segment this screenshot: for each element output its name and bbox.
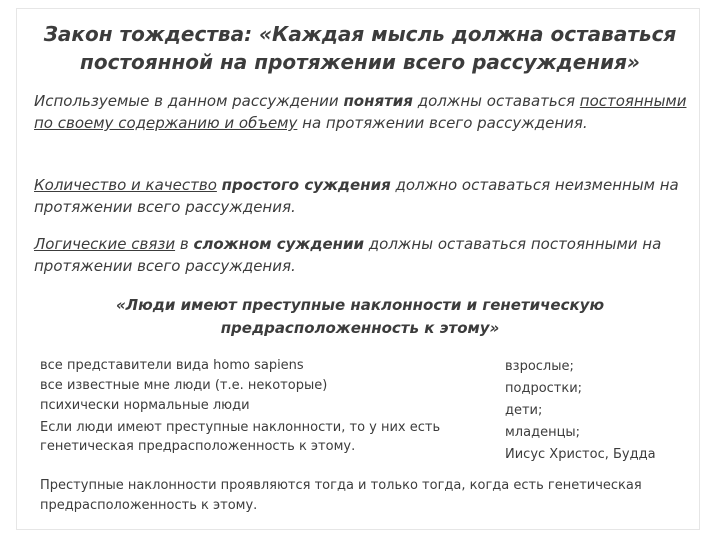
para1-text-3: на протяжении всего рассуждения. — [297, 114, 588, 132]
para1-text-2: должны оставаться — [412, 92, 580, 110]
paragraph-concepts — [34, 90, 694, 134]
para2-text: должно оставаться неизменным на протяжении всего рассуждения. — [34, 176, 679, 216]
para1-term-concepts: понятия — [343, 92, 413, 110]
interpretations-list — [40, 356, 480, 456]
list-item: подростки; — [505, 381, 583, 396]
para3-term-complex-judgment: сложном суждении — [193, 235, 364, 253]
list-item: дети; — [505, 403, 543, 418]
conclusion-text: Преступные наклонности проявляются тогда и только тогда, когда есть генетическая предрасположенность к этому. — [40, 478, 642, 513]
list-item: все известные мне люди (т.е. некоторые) — [40, 378, 328, 393]
para3-text-2: должны оставаться постоянными на протяжении всего рассуждения. — [34, 235, 662, 275]
list-item: психически нормальные люди — [40, 398, 250, 413]
paragraph-complex-judgment — [34, 233, 694, 277]
list-item: младенцы; — [505, 425, 581, 440]
para1-underlined-constancy: постоянными по своему содержанию и объему — [34, 92, 687, 132]
para3-underlined-logical-links: Логические связи — [34, 235, 176, 253]
para3-text-1: в — [175, 235, 194, 253]
list-item: Иисус Христос, Будда — [505, 447, 656, 462]
list-item: взрослые; — [505, 359, 574, 374]
para1-text-1: Используемые в данном рассуждении — [34, 92, 344, 110]
para2-term-simple-judgment: простого суждения — [221, 176, 391, 194]
para2-underlined-quantity-quality: Количество и качество — [34, 176, 217, 194]
slide-title: Закон тождества: «Каждая мысль должна оставаться постоянной на протяжении всего рассуждения» — [43, 22, 677, 74]
example-quote: «Люди имеют преступные наклонности и генетическую предрасположенность к этому» — [115, 296, 605, 337]
categories-list — [505, 356, 685, 466]
list-item: Если люди имеют преступные наклонности, то у них есть генетическая предрасположенность к этому. — [40, 420, 441, 454]
list-item: все представители вида homo sapiens — [40, 358, 304, 373]
paragraph-simple-judgment — [34, 174, 694, 218]
